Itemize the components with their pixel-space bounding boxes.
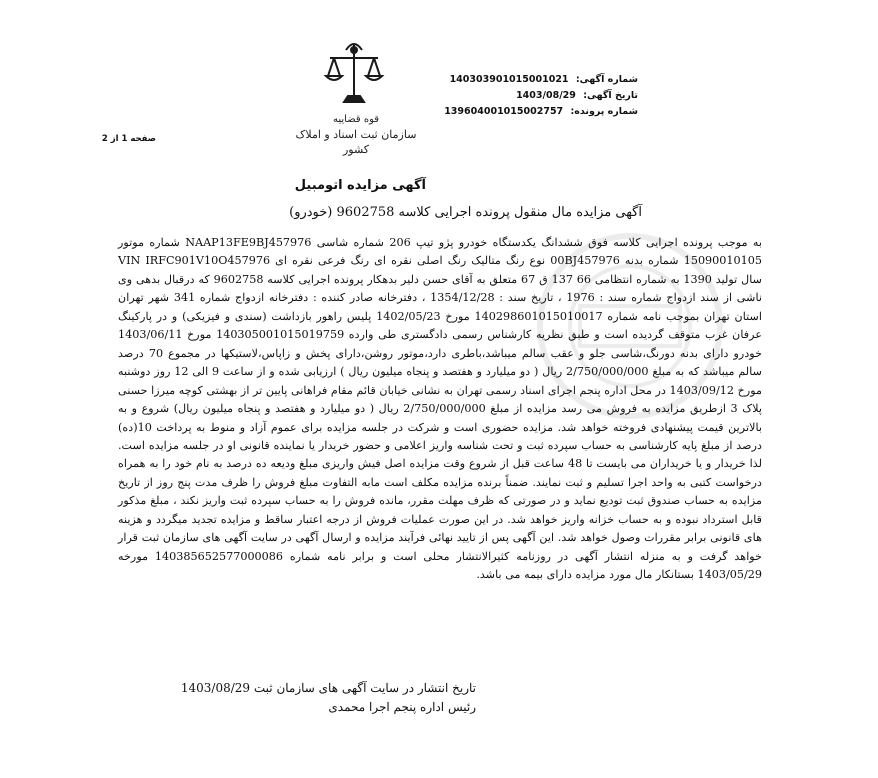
page-indicator: صفحه 1 از 2 xyxy=(101,134,156,144)
file-number-label: شماره پرونده: xyxy=(570,106,638,117)
notice-title: آگهی مزایده اتومبیل xyxy=(294,178,426,193)
notice-body: به موجب پرونده اجرایی کلاسه فوق ششدانگ یکدستگاه خودرو پژو تیپ 206 شماره شاسی NAAP13FE9BJ457976 شماره موتور 15090010105 شماره بدنه 00BJ457976 نوع رنگ متالیک رنگ اصلی نقره ای رنگ فرعی نقره ای VIN IRFC901V10O457976 سال تولید 1390 به شماره انتظامی 66 137 ق 67 متعلق به آقای حسن دلیر بدهکار پرونده اجرایی کلاسه 9602758 که درقبال بدهی وی ناشی از سند ازدواج شماره سند : 1976 ، تاریخ سند : 1354/12/28 ، دفترخانه صادر کننده : دفترخانه ازدواج شماره 341 شهر تهران استان تهران بموجب نامه شماره 140298601015010017 مورخ 1402/05/23 پلیس راهور بازداشت (سندی و فیزیکی) و در پارکینگ عرفان غرب متوقف گردیده است و طبق نظریه کارشناس رسمی دادگستری طی وارده 140305001015019759 مورخ 1403/06/11 خودرو دارای بدنه دورنگ،شاسی جلو و عقب سالم میباشد،باطری دارد،موتور روشن،دارای پخش و زاپاس،لاستیکها در مجموع 70 درصد سالم میباشد که به مبلغ 2/750/000/000 ریال ( دو میلیارد و هفتصد و پنجاه میلیون ریال ) ارزیابی شده و از ساعت 9 الی 12 روز دوشنبه مورخ 1403/09/12 در محل اداره پنجم اجرای اسناد رسمی تهران به نشانی خیابان قائم مقام فراهانی پایین تر از بهشتی کوچه میرزا حسنی پلاک 3 ازطریق مزایده به فروش می رسد مزایده از مبلغ 2/750/000/000 ریال ( دو میلیارد و هفتصد و پنجاه میلیون ریال) شروع و به بالاترین قیمت پیشنهادی فروخته خواهد شد. مزایده حضوری است و شرکت در جلسه مزایده برای عموم آزاد و منوط به پرداخت 10(ده) درصد از مبلغ پایه کارشناسی به حساب سپرده ثبت و تحت شناسه واریز اعلامی و حضور خریدار یا نماینده قانونی او در جلسه مزایده است. لذا خریدار و یا خریداران می بایست تا 48 ساعت قبل از شروع وقت مزایده اصل فیش واریزی مبلغ ودیعه ده درصد به نام خود را به همراه درخواست کتبی به واحد اجرا تسلیم و ثبت نمایند. ضمناً برنده مزایده مکلف است مابه التفاوت مبلغ فروش را ظرف مدت پنج روز از تاریخ مزایده به حساب صندوق ثبت تودیع نماید و در صورتی که ظرف مهلت مقرر، مانده فروش را به حساب سپرده ثبت واریز نکند ، مبلغ مذکور قابل استرداد نبوده و به حساب خزانه واریز خواهد شد. در این صورت عملیات فروش از درجه اعتبار ساقط و مزایده تجدید میگردد و هزینه های قانونی برابر مقررات وصول خواهد شد. این آگهی پس از تایید نهائی فرآیند مزایده و ارسال آگهی در سایت آگهی های سازمان ثبت قرار خواهد گرفت و به منزله انتشار آگهی در روزنامه کثیرالانتشار محلی است و برابر نامه شماره 140385652577000086 مورخه 1403/05/29 بستانکار مال مورد مزایده دارای بیمه می باشد. xyxy=(118,236,763,582)
notice-date-value: 1403/08/29 xyxy=(516,90,576,101)
notice-metadata xyxy=(418,72,638,120)
notice-number-row xyxy=(418,72,638,88)
notice-number-label: شماره آگهی: xyxy=(575,74,638,85)
registry-organization-label: سازمان ثبت اسناد و املاک کشور xyxy=(295,128,417,156)
publish-line xyxy=(181,679,476,698)
judiciary-label: قوه قضاییه xyxy=(332,114,380,125)
notice-number-value: 140303901015001021 xyxy=(449,74,569,85)
notice-footer xyxy=(181,679,476,717)
publish-label: تاریخ انتشار در سایت آگهی های سازمان ثبت xyxy=(253,681,476,695)
notice-date-label: تاریخ آگهی: xyxy=(583,90,638,101)
judiciary-emblem-icon xyxy=(322,40,386,112)
file-number-value: 139604001015002757 xyxy=(444,106,564,117)
notice-subtitle: آگهی مزایده مال منقول پرونده اجرایی کلاسه 9602758 (خودرو) xyxy=(289,205,642,220)
notice-date-row xyxy=(418,88,638,104)
organization-name xyxy=(292,112,420,157)
publish-date: 1403/08/29 xyxy=(180,681,251,695)
file-number-row xyxy=(418,104,638,120)
signature: رئیس اداره پنجم اجرا محمدی xyxy=(328,700,476,714)
